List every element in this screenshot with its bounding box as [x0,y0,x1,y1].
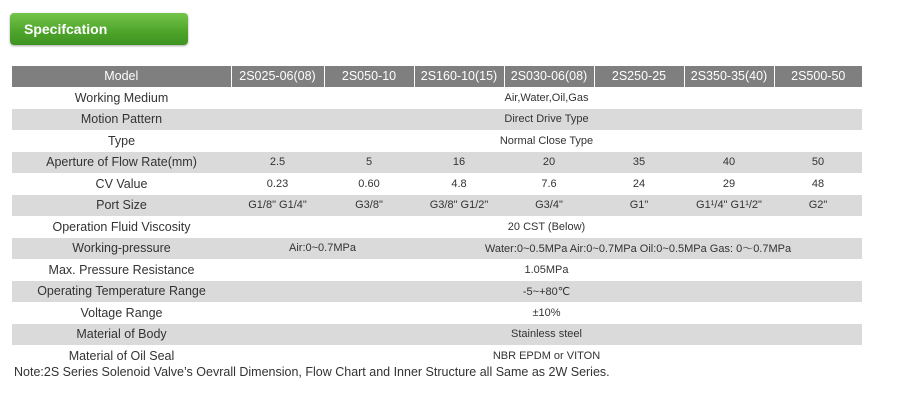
row-value: Stainless steel [231,324,862,346]
column-header: Model [12,66,231,87]
row-value: Normal Close Type [231,130,862,152]
table-cell: 20 [504,152,594,174]
column-header: 2S500-50 [774,66,862,87]
row-label: Working Medium [12,87,231,109]
table-cell: G1/8" G1/4" [231,195,324,217]
row-label: Motion Pattern [12,109,231,131]
table-header-row [12,66,862,87]
table-cell: G1¹/4" G1¹/2" [684,195,774,217]
section-title: Specifcation [24,21,108,37]
table-row [12,173,862,195]
row-label: Operating Temperature Range [12,281,231,303]
table-row [12,281,862,303]
table-cell: 29 [684,173,774,195]
row-value: Water:0~0.5MPa Air:0~0.7MPa Oil:0~0.5MPa Gas: 0～0.7MPa [414,238,862,260]
row-label: Port Size [12,195,231,217]
table-cell: G3/8" G1/2" [414,195,504,217]
table-cell: 24 [594,173,684,195]
row-label: Working-pressure [12,238,231,260]
row-label: Material of Body [12,324,231,346]
table-row [12,152,862,174]
row-label: Voltage Range [12,302,231,324]
table-row [12,109,862,131]
table-cell: 16 [414,152,504,174]
row-value: NBR EPDM or VITON [231,345,862,367]
table-cell: 35 [594,152,684,174]
table-cell: 4.8 [414,173,504,195]
column-header: 2S030-06(08) [504,66,594,87]
specification-table [12,66,862,367]
row-label: Type [12,130,231,152]
row-value: 1.05MPa [231,259,862,281]
table-row [12,216,862,238]
row-label: Material of Oil Seal [12,345,231,367]
row-label: CV Value [12,173,231,195]
table-row [12,324,862,346]
table-cell: 5 [324,152,414,174]
table-cell: G1" [594,195,684,217]
table-cell: G2" [774,195,862,217]
row-label: Operation Fluid Viscosity [12,216,231,238]
table-cell: 40 [684,152,774,174]
row-value: Direct Drive Type [231,109,862,131]
table-cell: 48 [774,173,862,195]
column-header: 2S160-10(15) [414,66,504,87]
table-cell: 0.23 [231,173,324,195]
row-value: -5~+80℃ [231,281,862,303]
table-cell: 2.5 [231,152,324,174]
table-cell: 7.6 [504,173,594,195]
section-title-tab [10,13,188,45]
table-row [12,345,862,367]
column-header: 2S350-35(40) [684,66,774,87]
table-row [12,302,862,324]
row-value: 20 CST (Below) [231,216,862,238]
table-row [12,87,862,109]
table-cell: 0.60 [324,173,414,195]
row-value: Air:0~0.7MPa [231,238,414,260]
footnote: Note:2S Series Solenoid Valve’s Oevrall Dimension, Flow Chart and Inner Structure all Same as 2W Series. [14,365,610,379]
table-row [12,238,862,260]
column-header: 2S250-25 [594,66,684,87]
table-row [12,195,862,217]
row-value: ±10% [231,302,862,324]
table-row [12,130,862,152]
table-cell: 50 [774,152,862,174]
column-header: 2S025-06(08) [231,66,324,87]
table-cell: G3/8" [324,195,414,217]
row-label: Max. Pressure Resistance [12,259,231,281]
row-label: Aperture of Flow Rate(mm) [12,152,231,174]
row-value: Air,Water,Oil,Gas [231,87,862,109]
table-row [12,259,862,281]
column-header: 2S050-10 [324,66,414,87]
table-cell: G3/4" [504,195,594,217]
